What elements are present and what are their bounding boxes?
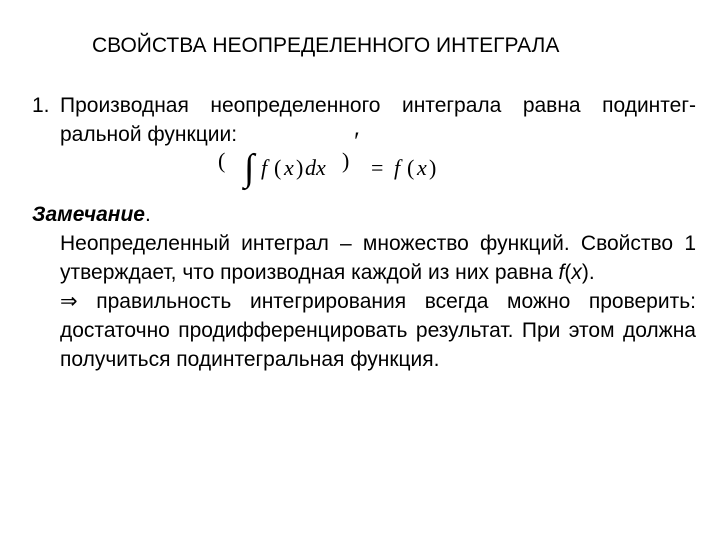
- remark-heading: [32, 203, 151, 227]
- property-statement-line2: ральной функции:: [60, 123, 238, 146]
- remark-f-close: ).: [581, 261, 595, 284]
- remark-paragraph-1: [60, 229, 696, 287]
- remark-paragraph-2: [60, 287, 696, 374]
- formula-rhs-x: x: [417, 155, 427, 180]
- formula-dx: dx: [305, 155, 326, 180]
- remark-heading-word: Замечание: [32, 203, 145, 226]
- formula-integrand-f: f: [261, 155, 268, 180]
- implies-arrow-icon: ⇒: [60, 290, 78, 313]
- property-statement-line1: Производная неопределенного интеграла равна подинтег-: [60, 94, 696, 117]
- formula-integrand-close: ): [296, 155, 304, 180]
- formula-rhs-close: ): [429, 155, 437, 180]
- formula-integral-sign: ∫: [244, 147, 255, 189]
- formula-integrand-open: (: [274, 155, 282, 180]
- formula-equals: =: [371, 155, 384, 180]
- formula-prime: ′: [354, 127, 360, 156]
- property-number: 1.: [32, 94, 50, 117]
- formula-integrand-x: x: [284, 155, 294, 180]
- remark-heading-period: .: [144, 203, 151, 226]
- formula-close-paren: ): [342, 148, 350, 173]
- property-statement: [60, 91, 696, 149]
- remark-paragraph-2-text: правильность интегрирования всегда можно проверить: достаточно продифференцировать результат. При этом должна получиться подинтегральная функция.: [60, 290, 696, 371]
- formula-rhs-f: f: [394, 155, 401, 180]
- remark-x-symbol: x: [571, 261, 582, 284]
- formula-rhs-open: (: [407, 155, 415, 180]
- remark-f-symbol: f: [558, 261, 565, 284]
- remark-paragraph-1-text: Неопределенный интеграл – множество функций. Свойство 1 утверждает, что производная каждой из них равна: [60, 232, 696, 284]
- remark-f-open: (: [564, 261, 572, 284]
- page-title: СВОЙСТВА НЕОПРЕДЕЛЕННОГО ИНТЕГРАЛА: [92, 34, 560, 57]
- remark-body: [60, 229, 696, 374]
- formula-open-paren: (: [218, 148, 226, 173]
